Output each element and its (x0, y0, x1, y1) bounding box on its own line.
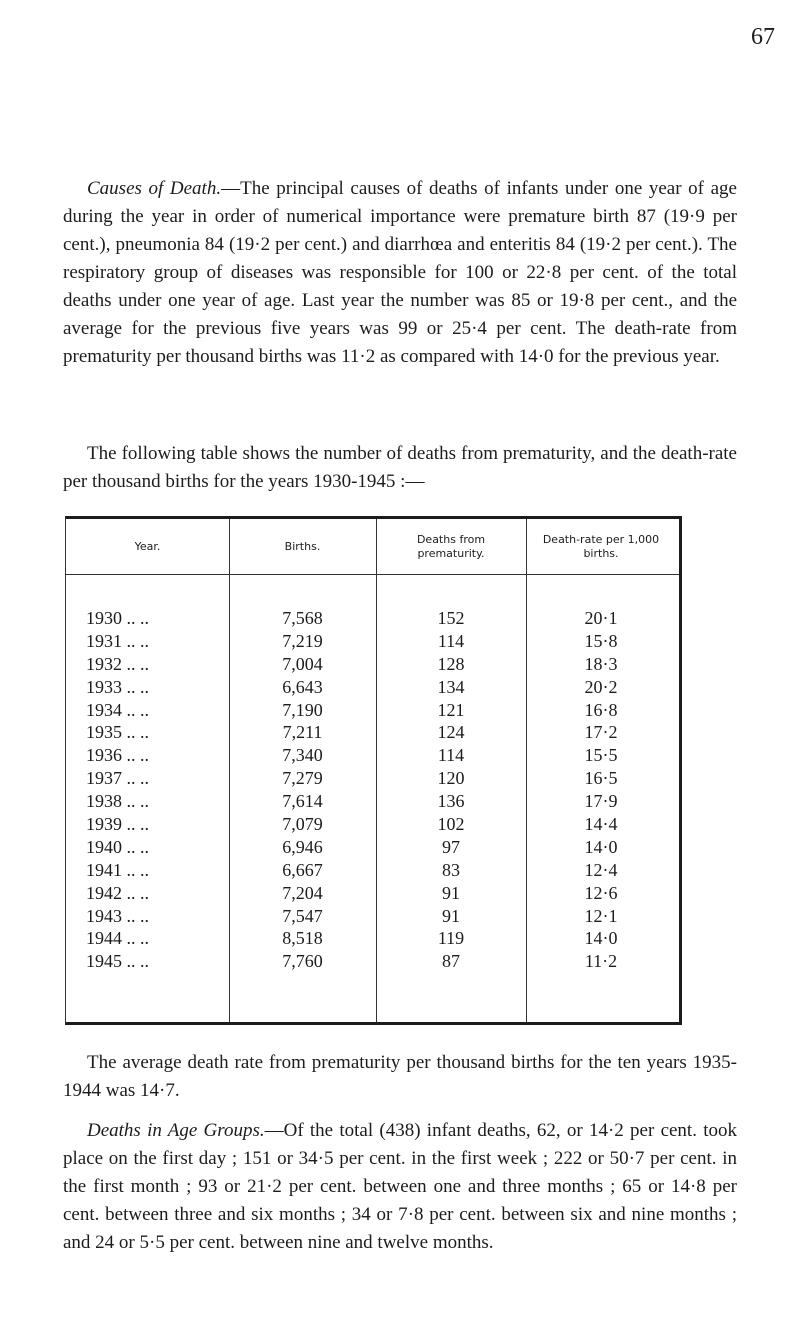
cell-births: 7,079 (282, 814, 323, 835)
cell-rate: 12·4 (584, 859, 618, 880)
header-rate: Death-rate per 1,000 births. (542, 532, 660, 560)
table-row (66, 927, 679, 950)
age-groups-paragraph (63, 1117, 737, 1257)
cell-year: 1935 .. .. (86, 722, 149, 743)
cell-births: 7,279 (282, 768, 323, 789)
cell-year: 1942 .. .. (86, 882, 149, 903)
cell-year: 1941 .. .. (86, 859, 149, 880)
cell-rate: 15·5 (584, 745, 618, 766)
table-row (66, 882, 679, 905)
cell-births: 7,568 (282, 608, 323, 628)
cell-deaths: 97 (442, 836, 460, 857)
cell-year: 1932 .. .. (86, 653, 149, 674)
cell-births: 6,946 (282, 836, 323, 857)
cell-rate: 18·3 (584, 653, 618, 674)
cell-rate: 17·9 (584, 791, 618, 812)
cell-year: 1943 .. .. (86, 905, 149, 926)
cell-births: 7,211 (282, 722, 323, 743)
header-deaths: Deaths from prematurity. (416, 532, 486, 560)
table-row (66, 859, 679, 882)
cell-deaths: 91 (442, 882, 460, 903)
table-row (66, 630, 679, 653)
cell-births: 7,614 (282, 791, 323, 812)
cell-births: 7,760 (282, 951, 323, 972)
table-row (66, 790, 679, 813)
cell-rate: 14·0 (584, 928, 618, 949)
cell-deaths: 87 (442, 951, 460, 972)
table-row (66, 676, 679, 699)
table-row (66, 950, 679, 973)
cell-deaths: 102 (437, 814, 465, 835)
table-body (66, 607, 679, 973)
table-intro-paragraph: The following table shows the number of deaths from prematurity, and the death-rate per thousand births for the years 1930-1945 :— (63, 443, 737, 492)
cell-births: 7,219 (282, 630, 323, 651)
cell-deaths: 114 (437, 745, 465, 766)
table-row (66, 721, 679, 744)
header-year: Year. (134, 539, 161, 553)
cell-births: 7,004 (282, 653, 323, 674)
cell-births: 6,643 (282, 676, 323, 697)
cell-deaths: 120 (437, 768, 465, 789)
header-rule (66, 574, 679, 575)
cell-births: 7,190 (282, 699, 323, 720)
prematurity-table (65, 516, 682, 1025)
cell-rate: 20·1 (584, 608, 618, 628)
age-groups-heading: Deaths in Age Groups. (87, 1120, 265, 1141)
cell-deaths: 128 (437, 653, 465, 674)
table-row (66, 744, 679, 767)
page-number: 67 (751, 24, 775, 50)
cell-year: 1938 .. .. (86, 791, 149, 812)
cell-deaths: 134 (437, 676, 465, 697)
table-row (66, 653, 679, 676)
cell-year: 1937 .. .. (86, 768, 149, 789)
table-row (66, 767, 679, 790)
table-row (66, 607, 679, 630)
cell-rate: 15·8 (584, 630, 618, 651)
age-groups-text: —Of the total (438) infant deaths, 62, or 14·2 per cent. took place on the first day ; 151 or 34·5 per cent. in the first week ; 222 or 50·7 per cent. in the first month ; 93 or 21·2 per cent. between one and three months ; 65 or 14·8 per cent. between three and six months ; 34 or 7·8 per cent. between six and nine months ; and 24 or 5·5 per cent. between nine and twelve months. (63, 1120, 737, 1253)
table-row (66, 836, 679, 859)
cell-year: 1931 .. .. (86, 630, 149, 651)
causes-of-death-paragraph (63, 175, 737, 371)
cell-births: 6,667 (282, 859, 323, 880)
cell-year: 1945 .. .. (86, 951, 149, 972)
cell-year: 1930 .. .. (86, 608, 149, 628)
cell-rate: 11·2 (584, 951, 618, 972)
cell-year: 1940 .. .. (86, 836, 149, 857)
cell-deaths: 136 (437, 791, 465, 812)
cell-deaths: 114 (437, 630, 465, 651)
cell-deaths: 152 (437, 608, 465, 628)
cell-births: 7,340 (282, 745, 323, 766)
cell-deaths: 91 (442, 905, 460, 926)
cell-deaths: 119 (437, 928, 465, 949)
table-row (66, 905, 679, 928)
table-row (66, 813, 679, 836)
table-row (66, 699, 679, 722)
causes-of-death-heading: Causes of Death. (87, 178, 222, 199)
average-paragraph: The average death rate from prematurity per thousand births for the ten years 1935-1944 was 14·7. (63, 1052, 737, 1101)
cell-rate: 14·0 (584, 836, 618, 857)
cell-rate: 17·2 (584, 722, 618, 743)
cell-year: 1934 .. .. (86, 699, 149, 720)
cell-births: 8,518 (282, 928, 323, 949)
cell-deaths: 124 (437, 722, 465, 743)
cell-rate: 16·8 (584, 699, 618, 720)
header-births: Births. (284, 539, 321, 553)
cell-rate: 16·5 (584, 768, 618, 789)
cell-year: 1939 .. .. (86, 814, 149, 835)
cell-rate: 12·6 (584, 882, 618, 903)
cell-births: 7,204 (282, 882, 323, 903)
cell-rate: 14·4 (584, 814, 618, 835)
cell-year: 1944 .. .. (86, 928, 149, 949)
cell-year: 1933 .. .. (86, 676, 149, 697)
cell-births: 7,547 (282, 905, 323, 926)
cell-deaths: 121 (437, 699, 465, 720)
cell-rate: 20·2 (584, 676, 618, 697)
cell-deaths: 83 (442, 859, 460, 880)
causes-of-death-text: —The principal causes of deaths of infants under one year of age during the year in order of numerical importance were premature birth 87 (19·9 per cent.), pneumonia 84 (19·2 per cent.) and diarrhœa and enteritis 84 (19·2 per cent.). The respiratory group of diseases was responsible for 100 or 22·8 per cent. of the total deaths under one year of age. Last year the number was 85 or 19·8 per cent., and the average for the previous five years was 99 or 25·4 per cent. The death-rate from prematurity per thousand births was 11·2 as compared with 14·0 for the previous year. (63, 178, 737, 367)
cell-year: 1936 .. .. (86, 745, 149, 766)
cell-rate: 12·1 (584, 905, 618, 926)
